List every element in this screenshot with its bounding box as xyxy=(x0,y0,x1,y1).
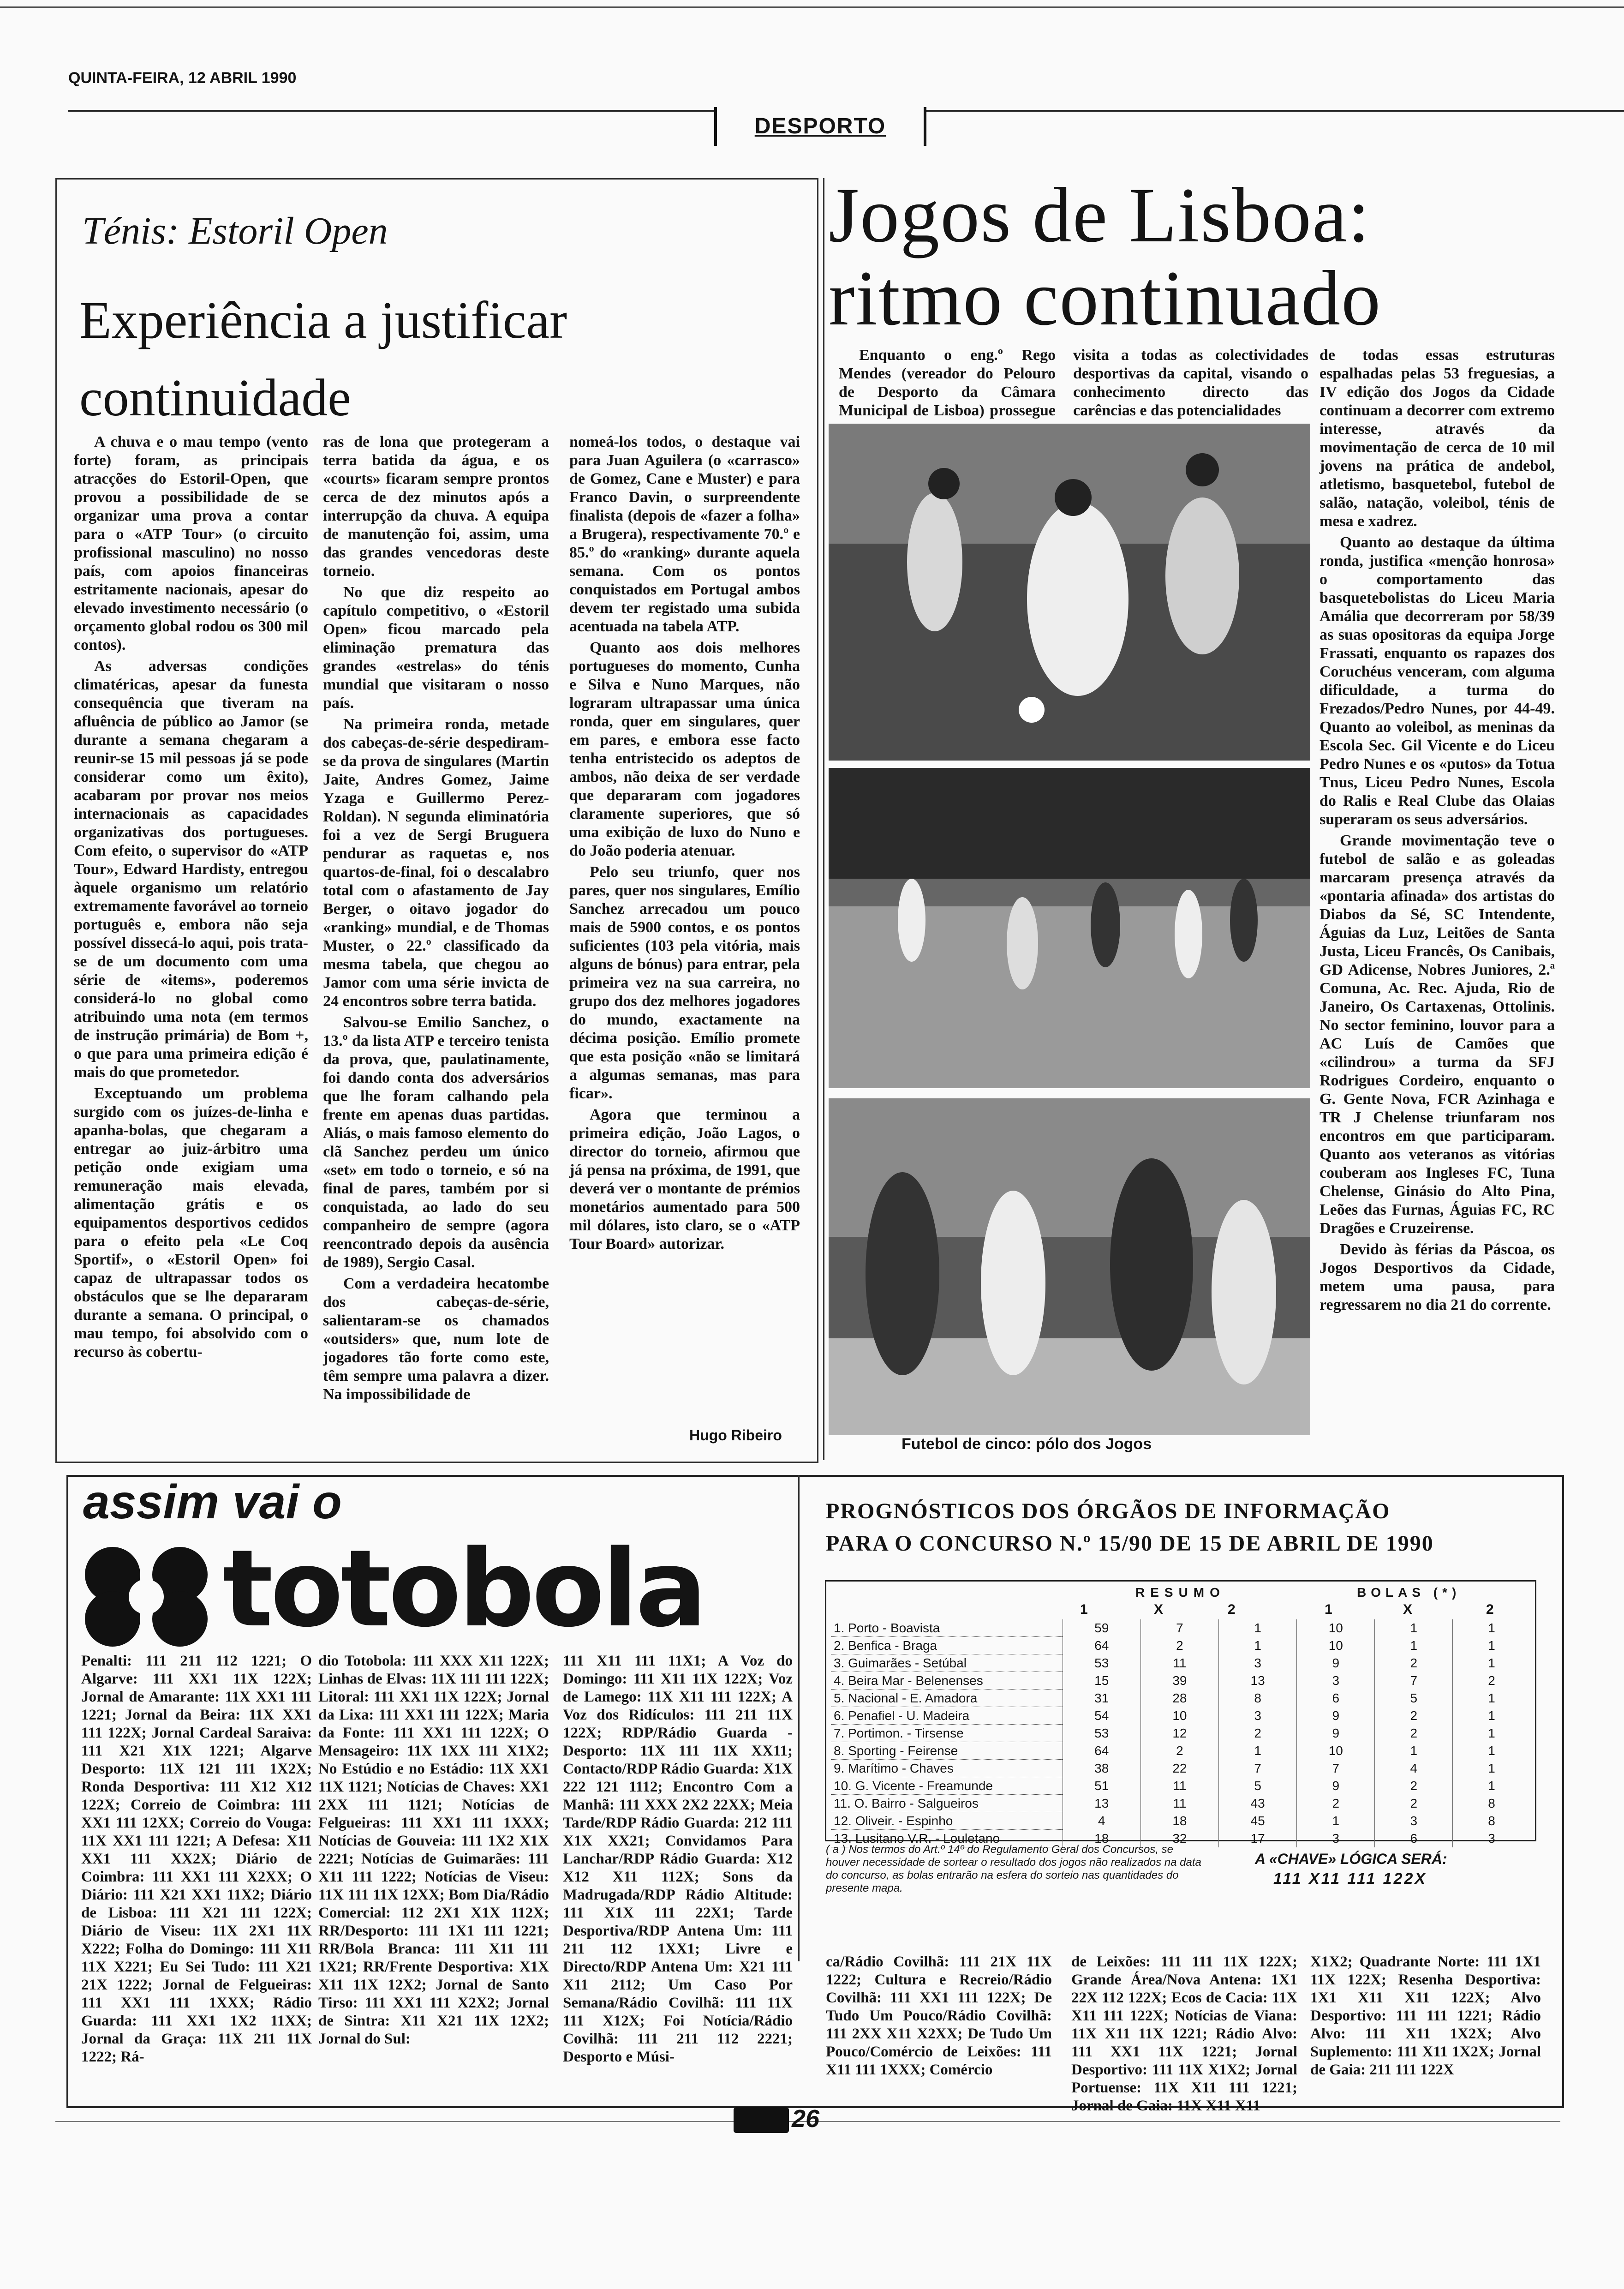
tennis-c2-p5: Com a verdadeira hecatombe dos cabeças-de-série, salientaram-se os chamados «outsiders» que, num lote de jogadores tão forte como este, têm sempre uma palavra a dizer. Na impossibilidade de xyxy=(323,1275,549,1403)
table-row xyxy=(831,1725,1530,1742)
table-row xyxy=(831,1672,1530,1690)
tennis-c2-p3: Na primeira ronda, metade dos cabeças-de-série despediram-se da prova de singulares (Martin Jaite, Andres Gomez, Jaime Yzaga e Guillermo Perez-Roldan). N segunda eliminatória foi a vez de Sergi Bruguera pendurar as raquetas e, nos quartos-de-final, foi o descalabro total com o afastamento de Jay Berger, o oitavo jogador do «ranking» mundial, e de Thomas Muster, o 22.º classificado da mesma tabela, que chegou ao Jamor com uma série invicta de 24 encontros sobre terra batida. xyxy=(323,716,549,1010)
tennis-column-3 xyxy=(569,433,800,1256)
match-name: 13. Lusitano V.R. - Louletano xyxy=(831,1830,1063,1847)
tennis-headline xyxy=(79,282,567,437)
bolas-value: 7 xyxy=(1375,1672,1453,1690)
prognosticos-title xyxy=(826,1495,1434,1560)
match-name: 2. Benfica - Braga xyxy=(831,1637,1063,1654)
bolas-value: 2 xyxy=(1375,1777,1453,1795)
totobola-bottom-3 xyxy=(1310,1953,1541,2082)
tennis-c3-p2: Quanto aos dois melhores portugueses do momento, Cunha e Silva e Nuno Marques, não lograram ultrapassar uma única ronda, quer em singulares, quer em pares, e embora esse facto tenha entristecido os adeptos de ambos, não deixa de ser verdade que depararam com jogadores claramente superiores, que só uma exibição de luxo do Nuno e do João poderia atenuar. xyxy=(569,639,800,859)
table-row xyxy=(831,1777,1530,1795)
totobola-c2-text: dio Totobola: 111 XXX X11 122X; Linhas de Elvas: 11X 111 111 122X; Litoral: 111 XX1 11X 122X; Jornal da Lixa: 111 XX1 111 122X; Maria da Fonte: 111 XX1 111 122X; O Mensageiro: 11X 1XX 111 X1X2; No Estúdio e no Estádio: 11X XX1 11X 1121; Notícias de Chaves: XX1 2XX 111 1121; Notícias de Felgueiras: 111 XX1 111 1XXX; Notícias de Gouveia: 111 1X2 X1X 2221; Notícias de Guimarães: 111 X11 111 1222; Notícias de Viseu: 11X 111 11X 12XX; Bom Dia/Rádio Comercial: 112 2X1 X1X 112X; RR/Desporto: 111 1X1 111 1221; RR/Bola Branca: 111 X11 111 1X21; RR/Frente Desportiva: X1X X11 11X 12X2; Jornal de Santo Tirso: 111 XX1 111 X2X2; Jornal de Sintra: X11 X21 11X 12X2; Jornal do Sul: xyxy=(318,1653,549,2047)
totobola-c1-text: Penalti: 111 211 112 1221; O Algarve: 111 XX1 11X 122X; Jornal de Amarante: 11X XX1 111 1221; Jornal da Beira: 11X XX1 111 122X; Jornal Cardeal Saraiva: 111 X21 X1X 1221; Algarve Desporto: 11X 121 111 1X2X; Ronda Desportiva: 111 X12 X12 122X; Correio de Coimbra: 111 XX1 111 12XX; Correio do Vouga: 11X XX1 111 1221; A Defesa: X11 XX1 111 XX2X; Diário de Coimbra: 111 XX1 111 X2XX; O Diário: 111 X21 XX1 11X2; Diário de Lisboa: 111 X21 111 122X; Diário de Viseu: 11X 2X1 11X X222; Folha do Domingo: 111 X11 11X X221; Eu Sei Tudo: 111 X21 21X 1222; Jornal de Felgueiras: 111 XX1 111 1XXX; Rádio Guarda: 111 XX1 1X2 11XX; Jornal da Graça: 11X 211 11X 1222; Rá- xyxy=(81,1653,312,2065)
resumo-value: 22 xyxy=(1140,1760,1218,1777)
bolas-value: 1 xyxy=(1297,1812,1375,1830)
resumo-value: 39 xyxy=(1140,1672,1218,1690)
resumo-value: 3 xyxy=(1219,1707,1297,1725)
match-name: 11. O. Bairro - Salgueiros xyxy=(831,1795,1063,1812)
table-row xyxy=(831,1795,1530,1812)
bolas-value: 2 xyxy=(1375,1707,1453,1725)
tennis-column-2 xyxy=(323,433,549,1407)
table-row xyxy=(831,1742,1530,1760)
bolas-value: 3 xyxy=(1375,1812,1453,1830)
bolas-value: 9 xyxy=(1297,1654,1375,1672)
resumo-value: 13 xyxy=(1063,1795,1140,1812)
page-number: 26 xyxy=(792,2105,820,2133)
bolas-value: 1 xyxy=(1453,1725,1530,1742)
lisboa-col-p3: Grande movimentação teve o futebol de salão e as goleadas marcaram presença através da «pontaria afinada» dos artistas do Diabos da Sé, SC Intendente, Águias da Luz, Leitões de Santa Justa, Liceu Francês, Os Canibais, GD Adicense, Nobres Juniores, 2.ª Comuna, Ac. Rec. Ajuda, Rio de Janeiro, Os Cartaxenas, Ottolinis. No sector feminino, louvor para a AC Luís de Camões que «cilindrou» a turma da SFJ Rodrigues Cordeiro, enquanto o G. Gente Nova, FCR Azinhaga e TR J Chelense triunfaram nos encontros em que participaram. Quanto aos veteranos as vitórias couberam aos Ingleses FC, Tuna Chelense, Ginásio do Alto Pina, Leões das Furnas, Águias FC, RC Dragões e Cruzeirense. xyxy=(1320,832,1555,1237)
bolas-value: 1 xyxy=(1453,1619,1530,1637)
totobola-logo xyxy=(79,1528,790,1652)
bolas-value: 7 xyxy=(1297,1760,1375,1777)
bolas-value: 2 xyxy=(1375,1725,1453,1742)
bolas-value: 6 xyxy=(1375,1830,1453,1847)
results-table xyxy=(831,1619,1530,1847)
totobola-bottom-2 xyxy=(1071,1953,1297,2118)
bolas-value: 10 xyxy=(1297,1619,1375,1637)
resumo-col-x: X xyxy=(1154,1602,1164,1617)
bolas-value: 6 xyxy=(1297,1690,1375,1707)
match-name: 10. G. Vicente - Freamunde xyxy=(831,1777,1063,1795)
table-row xyxy=(831,1637,1530,1654)
bolas-value: 8 xyxy=(1453,1812,1530,1830)
tennis-c2-p1: ras de lona que protegeram a terra batida da água, e os «courts» ficaram sempre prontos cerca de dez minutos após a interrupção da chuva. A equipa de manutenção foi, assim, uma das grandes vencedoras deste torneio. xyxy=(323,433,549,580)
resumo-value: 5 xyxy=(1219,1777,1297,1795)
resumo-value: 15 xyxy=(1063,1672,1140,1690)
totobola-column-2 xyxy=(318,1652,549,2051)
table-row xyxy=(831,1707,1530,1725)
totobola-b2-text: de Leixões: 111 111 11X 122X; Grande Área/Nova Antena: 1X1 22X 112 122X; Ecos de Cacia: 11X X11 111 122X; Notícias de Viana: 11X X11 11X 1221; Rádio Alvo: 111 XX1 11X 1221; Jornal Desportivo: 111 11X X1X2; Jornal Portuense: 11X X11 111 1221; Jornal de Gaia: 11X X11 X11 xyxy=(1071,1953,1297,2114)
tennis-c2-p2: No que diz respeito ao capítulo competitivo, o «Estoril Open» ficou marcado pela eliminação prematura das grandes «estrelas» do ténis mundial que visitaram o nosso país. xyxy=(323,584,549,712)
bolas-value: 1 xyxy=(1375,1637,1453,1654)
bolas-value: 2 xyxy=(1375,1795,1453,1812)
results-table-frame xyxy=(825,1580,1536,1846)
resumo-value: 1 xyxy=(1219,1619,1297,1637)
tennis-c2-p4: Salvou-se Emilio Sanchez, o 13.º da lista ATP e terceiro tenista da prova, que, paulatinamente, foi dando conta dos adversários que lhe foram calhando pela frente em apenas duas partidas. Aliás, o mais famoso elemento do clã Sanchez perdeu um único «set» em todo o torneio, e só na final de pares, também por si conquistada, ao lado do seu companheiro de sempre (agora reencontrado depois da ausência de 1989), Sergio Casal. xyxy=(323,1014,549,1271)
resumo-col-1: 1 xyxy=(1080,1602,1088,1617)
match-name: 6. Penafiel - U. Madeira xyxy=(831,1707,1063,1725)
table-row xyxy=(831,1812,1530,1830)
totobola-c3-text: 111 X11 111 11X1; A Voz do Domingo: 111 X11 11X 122X; Voz de Lamego: 11X X11 111 122X; A Voz dos Ridículos: 111 211 11X 122X; RDP/Rádio Guarda - Desporto: 11X 111 11X XX11; Contacto/RDP Rádio Guarda: X1X 222 121 1112; Encontro Com a Manhã: 111 XXX 2X2 22XX; Meia Tarde/RDP Rádio Guarda: 212 111 X1X XX21; Convidamos Para Lanchar/RDP Rádio Guarda: X12 X12 X11 112X; Sons da Madrugada/RDP Rádio Altitude: 111 X1X 111 22X1; Tarde Desportiva/RDP Antena Um: 111 211 112 1XX1; Livre e Directo/RDP Antena Um: X21 111 X11 2112; Um Caso Por Semana/Rádio Covilhã: 111 11X 111 X12X; Foi Notícia/Rádio Covilhã: 111 211 112 2221; Desporto e Músi- xyxy=(563,1653,793,2065)
match-name: 7. Portimon. - Tirsense xyxy=(831,1725,1063,1742)
totobola-assim: assim vai o xyxy=(83,1475,342,1529)
totobola-bottom-1 xyxy=(826,1953,1052,2082)
totobola-column-3 xyxy=(563,1652,793,2069)
bolas-value: 1 xyxy=(1453,1637,1530,1654)
match-name: 1. Porto - Boavista xyxy=(831,1619,1063,1637)
resumo-col-2: 2 xyxy=(1228,1602,1236,1617)
resumo-value: 1 xyxy=(1219,1742,1297,1760)
photo-3-image xyxy=(829,1098,1310,1435)
bolas-value: 2 xyxy=(1297,1795,1375,1812)
resumo-value: 45 xyxy=(1219,1812,1297,1830)
resumo-value: 53 xyxy=(1063,1725,1140,1742)
resumo-value: 10 xyxy=(1140,1707,1218,1725)
resumo-value: 17 xyxy=(1219,1830,1297,1847)
resumo-value: 3 xyxy=(1219,1654,1297,1672)
lisboa-headline-line2: ritmo continuado xyxy=(829,255,1382,342)
bolas-col-1: 1 xyxy=(1325,1602,1332,1617)
resumo-value: 7 xyxy=(1219,1760,1297,1777)
match-name: 4. Beira Mar - Belenenses xyxy=(831,1672,1063,1690)
lisboa-column xyxy=(1320,346,1555,1317)
resumo-value: 38 xyxy=(1063,1760,1140,1777)
tennis-headline-line1: Experiência a justificar xyxy=(79,291,567,349)
resumo-value: 11 xyxy=(1140,1777,1218,1795)
resumo-value: 2 xyxy=(1140,1637,1218,1654)
resumo-value: 31 xyxy=(1063,1690,1140,1707)
tennis-c3-p4: Agora que terminou a primeira edição, João Lagos, o director do torneio, afirmou que já pensa na próxima, de 1991, que deverá ver o montante de prémios monetários aumentado para 500 mil dólares, isto claro, se o «ATP Tour Board» autorizar. xyxy=(569,1106,800,1252)
bolas-value: 9 xyxy=(1297,1707,1375,1725)
totobola-logo-text: totobola xyxy=(222,1528,705,1651)
tennis-headline-line2: continuidade xyxy=(79,368,351,427)
resumo-value: 1 xyxy=(1219,1637,1297,1654)
resumo-value: 53 xyxy=(1063,1654,1140,1672)
table-footnote: ( a ) Nos termos do Art.º 14º do Regulamento Geral dos Concursos, se houver necessidade de sortear o resultado dos jogos não realizados na data do concurso, as bolas entrarão na esfera do sorteio nas quantidades do presente mapa. xyxy=(826,1843,1201,1894)
section-banner xyxy=(714,107,926,146)
totobola-b3-text: X1X2; Quadrante Norte: 111 1X1 11X 122X; Resenha Desportiva: 1X1 X11 X11 122X; Alvo Desportivo: 111 111 1221; Rádio Alvo: 111 X11 1X2X; Alvo Suplemento: 111 X11 1X2X; Jornal de Gaia: 211 111 122X xyxy=(1310,1953,1541,2078)
lisboa-photo-2 xyxy=(829,768,1310,1088)
bolas-value: 1 xyxy=(1453,1742,1530,1760)
bolas-value: 1 xyxy=(1453,1654,1530,1672)
lisboa-intro-b xyxy=(1073,346,1308,423)
resumo-value: 51 xyxy=(1063,1777,1140,1795)
lisboa-intro-a-text: Enquanto o eng.º Rego Mendes (vereador do Pelouro de Desporto da Câmara Municipal de Lisboa) prossegue xyxy=(839,347,1056,419)
totobola-b1-text: ca/Rádio Covilhã: 111 21X 11X 1222; Cultura e Recreio/Rádio Covilhã: 111 XX1 111 122X; De Tudo Um Pouco/Rádio Covilhã: 111 2XX X11 X2XX; De Tudo Um Pouco/Comércio de Leixões: 111 X11 111 1XXX; Comércio xyxy=(826,1953,1052,2078)
prognosticos-title-line1: PROGNÓSTICOS DOS ÓRGÃOS DE INFORMAÇÃO xyxy=(826,1499,1391,1523)
resumo-value: 4 xyxy=(1063,1812,1140,1830)
tennis-c1-p1: A chuva e o mau tempo (vento forte) foram, as principais atracções do Estoril-Open, que provou a possibilidade de se organizar uma prova a contar para o «ATP Tour» (o circuito profissional masculino) no nosso país, com apoios financeiras estritamente nacionais, apesar do elevado investimento necessário (o orçamento global rodou os 300 mil contos). xyxy=(74,433,308,653)
tennis-c3-p1: nomeá-los todos, o destaque vai para Juan Aguilera (o «carrasco» de Gomez, Cane e Muster) e para Franco Davin, o surpreendente finalista (depois de «fazer a folha» a Brugera), respectivamente 70.º e 85.º do «ranking» durante aquela semana. Com os pontos conquistados em Portugal ambos devem ter registado uma subida acentuada na tabela ATP. xyxy=(569,433,800,635)
resumo-value: 7 xyxy=(1140,1619,1218,1637)
bolas-value: 3 xyxy=(1297,1672,1375,1690)
chave-label: A «CHAVE» LÓGICA SERÁ: xyxy=(1255,1851,1447,1867)
lisboa-photo-3 xyxy=(829,1098,1310,1435)
match-name: 3. Guimarães - Setúbal xyxy=(831,1654,1063,1672)
resumo-value: 18 xyxy=(1063,1830,1140,1847)
table-row xyxy=(831,1619,1530,1637)
resumo-value: 59 xyxy=(1063,1619,1140,1637)
lisboa-headline xyxy=(829,174,1381,340)
resumo-value: 11 xyxy=(1140,1654,1218,1672)
bolas-value: 10 xyxy=(1297,1742,1375,1760)
resumo-value: 13 xyxy=(1219,1672,1297,1690)
resumo-value: 64 xyxy=(1063,1637,1140,1654)
resumo-value: 2 xyxy=(1219,1725,1297,1742)
bolas-value: 1 xyxy=(1375,1742,1453,1760)
bolas-value: 5 xyxy=(1375,1690,1453,1707)
lisboa-col-p2: Quanto ao destaque da última ronda, justifica «menção honrosa» o comportamento das basquetebolistas do Liceu Maria Amália que decorreram por 58/39 as suas opositoras da equipa Jorge Frassati, enquanto os rapazes dos Coruchéus venceram, com alguma dificuldade, a turma do Frezados/Pedro Nunes, por 44-49. Quanto ao voleibol, as meninas da Escola Sec. Gil Vicente e do Liceu Pedro Nunes e os «putos» da Totua Tnus, Liceu Pedro Nunes, Escola do Ralis e Real Clube das Olaias superaram os seus adversários. xyxy=(1320,534,1555,828)
resumo-value: 54 xyxy=(1063,1707,1140,1725)
lisboa-intro-b-text: visita a todas as colectividades desportivas da capital, visando o conhecimento directo das carências e das potencialidades xyxy=(1073,347,1308,419)
match-name: 12. Oliveir. - Espinho xyxy=(831,1812,1063,1830)
bolas-value: 1 xyxy=(1453,1690,1530,1707)
bolas-value: 2 xyxy=(1375,1654,1453,1672)
page-date: QUINTA-FEIRA, 12 ABRIL 1990 xyxy=(68,69,297,87)
table-row xyxy=(831,1760,1530,1777)
chave-value: 111 X11 111 122X xyxy=(1273,1870,1427,1888)
tennis-byline: Hugo Ribeiro xyxy=(689,1427,782,1444)
tennis-column-1 xyxy=(74,433,308,1364)
tennis-c1-p3: Exceptuando um problema surgido com os juízes-de-linha e apanha-bolas, que chegaram a entregar ao juiz-árbitro uma petição onde exigiam uma remuneração mais elevada, alimentação grátis e os equipamentos desportivos cedidos para o efeito pela «Le Coq Sportif», o «Estoril Open» foi capaz de ultrapassar todos os obstáculos que se lhe depararam durante a semana. O principal, o mau tempo, foi absolvido com o recurso às cobertu- xyxy=(74,1085,308,1360)
lisboa-col-p1: de todas essas estruturas espalhadas pelas 53 freguesias, a IV edição dos Jogos da Cidade continuam a decorrer com extremo interesse, através da movimentação de cerca de 10 mil jovens na prática de andebol, atletismo, basquetebol, futebol de salão, natação, voleibol, ténis de mesa e xadrez. xyxy=(1320,347,1555,530)
bolas-col-2: 2 xyxy=(1486,1602,1494,1617)
table-row xyxy=(831,1690,1530,1707)
resumo-value: 32 xyxy=(1140,1830,1218,1847)
section-label: DESPORTO xyxy=(754,114,886,138)
table-row xyxy=(831,1654,1530,1672)
bolas-value: 10 xyxy=(1297,1637,1375,1654)
resumo-value: 43 xyxy=(1219,1795,1297,1812)
resumo-value: 8 xyxy=(1219,1690,1297,1707)
resumo-value: 11 xyxy=(1140,1795,1218,1812)
bolas-col-x: X xyxy=(1403,1602,1413,1617)
bolas-value: 2 xyxy=(1453,1672,1530,1690)
totobola-column-1 xyxy=(81,1652,312,2069)
lisboa-col-p4: Devido às férias da Páscoa, os Jogos Desportivos da Cidade, metem uma pausa, para regressarem no dia 21 do corrente. xyxy=(1320,1241,1555,1313)
resumo-value: 28 xyxy=(1140,1690,1218,1707)
bolas-value: 1 xyxy=(1453,1777,1530,1795)
bolas-value: 3 xyxy=(1297,1830,1375,1847)
resumo-value: 12 xyxy=(1140,1725,1218,1742)
bolas-value: 1 xyxy=(1375,1619,1453,1637)
match-name: 5. Nacional - E. Amadora xyxy=(831,1690,1063,1707)
resumo-header: RESUMO xyxy=(1135,1585,1225,1600)
bolas-value: 9 xyxy=(1297,1777,1375,1795)
resumo-value: 2 xyxy=(1140,1742,1218,1760)
bolas-value: 4 xyxy=(1375,1760,1453,1777)
tennis-c3-p3: Pelo seu triunfo, quer nos pares, quer nos singulares, Emílio Sanchez arrecadou um pouco mais de 5900 contos, e os pontos suficientes (103 pela vitória, mais alguns de bónus) para entrar, pela primeira vez na sua carreira, no grupo dos dez melhores jogadores do mundo, exactamente na décima posição. Emílio promete que esta posição «não se limitará a algumas semanas, mas para ficar». xyxy=(569,863,800,1102)
lisboa-headline-line1: Jogos de Lisboa: xyxy=(829,172,1371,258)
match-name: 9. Marítimo - Chaves xyxy=(831,1760,1063,1777)
prognosticos-title-line2: PARA O CONCURSO N.º 15/90 DE 15 DE ABRIL DE 1990 xyxy=(826,1531,1434,1556)
bolas-value: 1 xyxy=(1453,1707,1530,1725)
photo-1-image xyxy=(829,424,1310,761)
bolas-header: BOLAS (*) xyxy=(1357,1585,1461,1600)
bolas-value: 1 xyxy=(1453,1760,1530,1777)
totobola-ball-icon xyxy=(79,1541,213,1652)
photo-2-image xyxy=(829,768,1310,1088)
footer-logo xyxy=(734,2107,789,2133)
bolas-value: 8 xyxy=(1453,1795,1530,1812)
bolas-value: 3 xyxy=(1453,1830,1530,1847)
match-name: 8. Sporting - Feirense xyxy=(831,1742,1063,1760)
resumo-value: 64 xyxy=(1063,1742,1140,1760)
lisboa-photo-caption: Futebol de cinco: pólo dos Jogos xyxy=(902,1435,1152,1453)
resumo-value: 18 xyxy=(1140,1812,1218,1830)
lisboa-photo-1 xyxy=(829,424,1310,761)
bolas-value: 9 xyxy=(1297,1725,1375,1742)
tennis-c1-p2: As adversas condições climatéricas, apesar da funesta consequência que tiveram na afluência de público ao Jamor (se durante a semana chegaram a reunir-se 15 mil pessoas já se pode considerar como um êxito), acabaram por provar nos meios internacionais as capacidades organizativas dos portugueses. Com efeito, o supervisor do «ATP Tour», Edward Hardisty, entregou àquele organismo um relatório extremamente favorável ao torneio português e, embora não seja possível dissecá-lo aqui, pois trata-se de um documento com uma série de «items», poderemos considerá-lo no global como atribuindo uma nota (em termos de instrução primária) de Bom +, o que para uma primeira edição é mais do que prometedor. xyxy=(74,658,308,1081)
tennis-kicker: Ténis: Estoril Open xyxy=(82,210,388,252)
